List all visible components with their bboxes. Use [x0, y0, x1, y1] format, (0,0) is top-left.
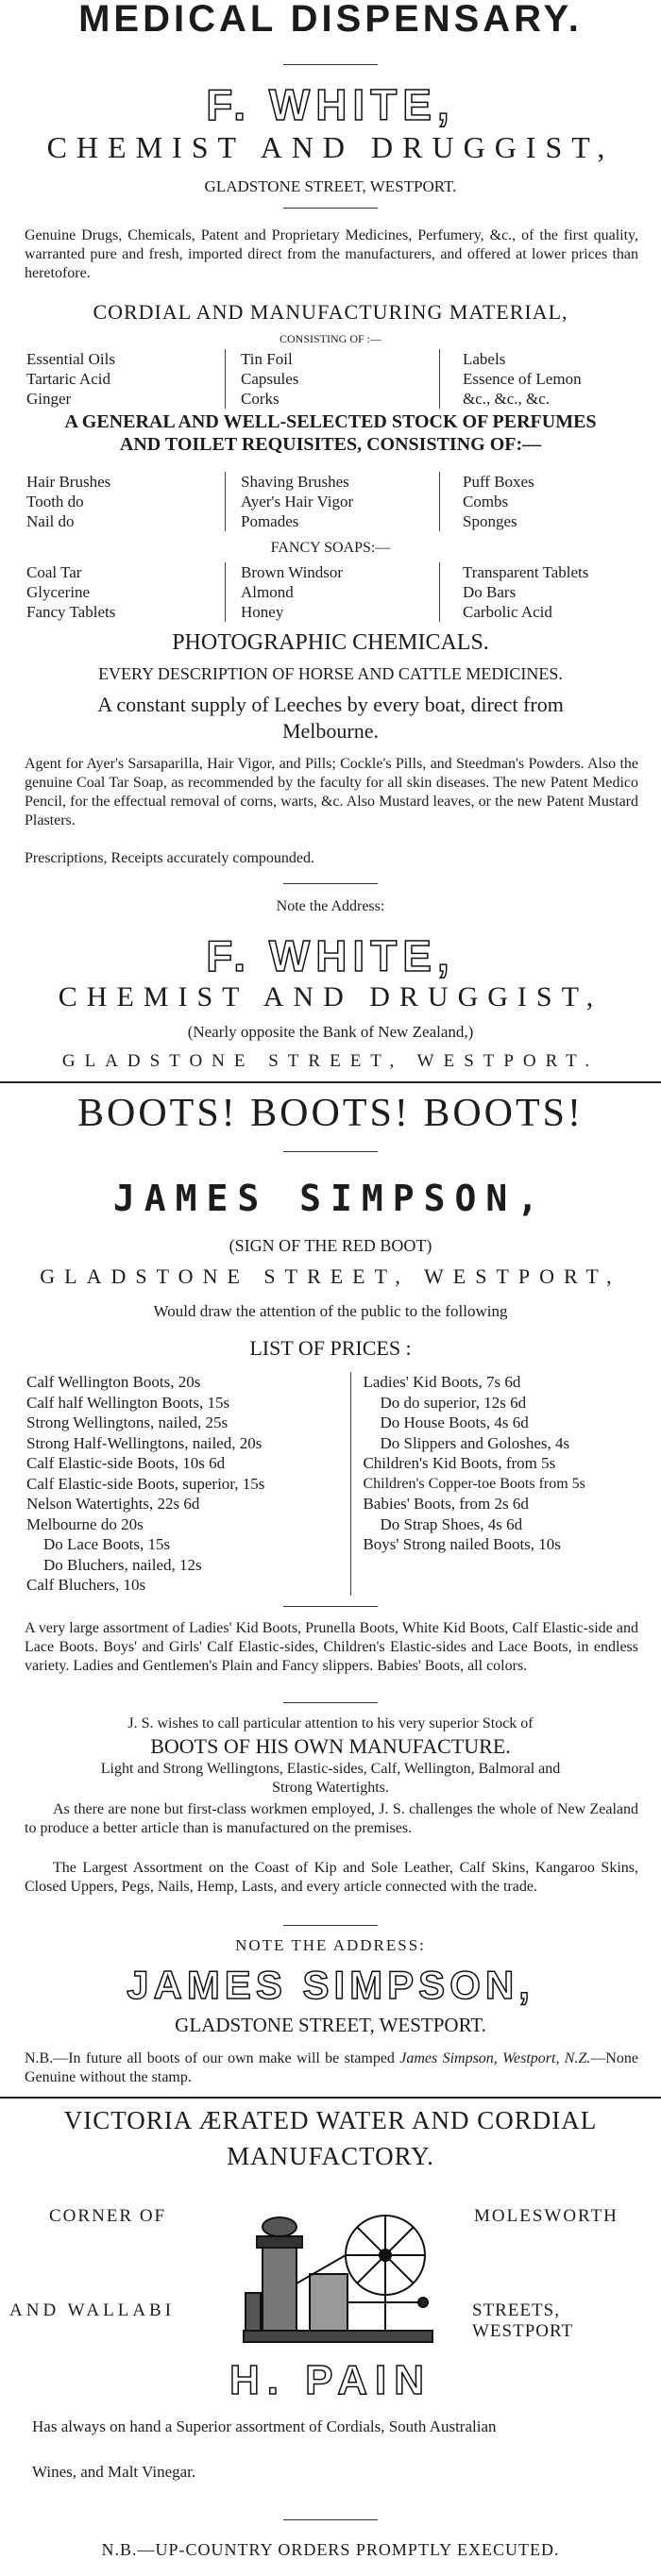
- soap-col-3: Transparent Tablets Do Bars Carbolic Acid: [463, 563, 589, 621]
- simpson-address: GLADSTONE STREET, WESTPORT,: [40, 1264, 621, 1288]
- james-simpson-title: JAMES SIMPSON,: [112, 1178, 549, 1219]
- always-line-2: Wines, and Malt Vinegar.: [32, 2463, 196, 2481]
- price-item: Do Strap Shoes, 4s 6d: [380, 1514, 523, 1533]
- price-list: [26, 1372, 650, 1596]
- price-item: Calf Elastic-side Boots, superior, 15s: [26, 1474, 265, 1493]
- price-item: Calf half Wellington Boots, 15s: [26, 1393, 230, 1412]
- white-intro: Genuine Drugs, Chemicals, Patent and Proprietary Medicines, Perfumery, &c., of the first quality, warranted pure and fresh, imported direct from the manufacturers, and offered at lower prices than heretofore.: [25, 227, 638, 281]
- horse-heading: EVERY DESCRIPTION OF HORSE AND CATTLE MEDICINES.: [98, 664, 563, 683]
- note-address-label: Note the Address:: [276, 898, 385, 914]
- prescriptions-text: Prescriptions, Receipts accurately compounded.: [25, 850, 315, 866]
- divider: [283, 64, 378, 65]
- fancy-soaps-heading: FANCY SOAPS:—: [270, 540, 391, 556]
- white-address-2: GLADSTONE STREET, WESTPORT.: [61, 1051, 600, 1071]
- toilet-col-1: Hair Brushes Tooth do Nail do: [26, 473, 111, 530]
- price-item: Strong Half-Wellingtons, nailed, 20s: [26, 1433, 263, 1452]
- stamp-text: James Simpson, Westport, N.Z.: [399, 2050, 591, 2066]
- price-item: Ladies' Kid Boots, 7s 6d: [363, 1373, 521, 1391]
- price-list-right: [351, 1372, 650, 1596]
- h-pain-title: H. PAIN: [229, 2357, 432, 2403]
- perfume-heading-2: AND TOILET REQUISITES, CONSISTING OF:—: [119, 434, 542, 455]
- james-simpson-title-2: JAMES SIMPSON,: [127, 1963, 534, 2007]
- soap-col-1: Coal Tar Glycerine Fancy Tablets: [26, 563, 116, 621]
- streets-westport-label: STREETS, WESTPORT: [472, 2300, 574, 2341]
- soap-col-2: Brown Windsor Almond Honey: [225, 562, 440, 622]
- price-item: Do House Boots, 4s 6d: [380, 1413, 529, 1431]
- chemist-druggist-subtitle: CHEMIST AND DRUGGIST,: [46, 130, 615, 164]
- price-item: Do Bluchers, nailed, 12s: [43, 1555, 202, 1574]
- f-white-title: F. WHITE,: [206, 80, 455, 129]
- corner-of-label: CORNER OF: [49, 2206, 167, 2226]
- agent-text: Agent for Ayer's Sarsaparilla, Hair Vigor, and Pills; Cockle's Pills, and Steedman's Powders. Also the genuine Coal Tar Soap, as recommended by the faculty for all skin diseases. The new Patent Medico Pencil, for the effectual removal of corns, warts, &c. Also Mustard leaves, or the new Patent Mustard Plasters.: [25, 756, 638, 828]
- divider: [283, 208, 378, 209]
- consisting-of-label: CONSISTING OF :—: [279, 332, 381, 345]
- price-item: Children's Kid Boots, from 5s: [363, 1454, 556, 1472]
- divider: [283, 1925, 378, 1926]
- toilet-col-3: Puff Boxes Combs Sponges: [463, 473, 534, 530]
- white-address: GLADSTONE STREET, WESTPORT.: [204, 177, 457, 195]
- price-item: Calf Elastic-side Boots, 10s 6d: [26, 1454, 226, 1472]
- perfume-heading-1: A GENERAL AND WELL-SELECTED STOCK OF PERFUMES: [64, 411, 597, 432]
- price-item: Melbourne do 20s: [26, 1514, 144, 1533]
- leeches-line-2: Melbourne.: [281, 719, 380, 743]
- attention-line: Would draw the attention of the public to the following: [153, 1302, 508, 1320]
- list-of-prices-heading: LIST OF PRICES :: [249, 1336, 412, 1360]
- victoria-banner-1: VICTORIA ÆRATED WATER AND CORDIAL: [63, 2106, 598, 2134]
- cordial-col-1: Essential Oils Tartaric Acid Ginger: [26, 350, 115, 408]
- price-list-left: [26, 1372, 351, 1596]
- soap-columns: [0, 562, 661, 622]
- light-strong-line-1: Light and Strong Wellingtons, Elastic-sides, Calf, Wellington, Balmoral and: [100, 1761, 561, 1777]
- divider: [283, 1702, 378, 1703]
- toilet-columns: [0, 472, 661, 531]
- price-item: Do Slippers and Goloshes, 4s: [380, 1433, 570, 1452]
- own-manufacture-heading: BOOTS OF HIS OWN MANUFACTURE.: [150, 1734, 511, 1758]
- always-line-1: Has always on hand a Superior assortment of Cordials, South Australian: [32, 2417, 497, 2435]
- nb-stamp-notice: N.B.—In future all boots of our own make will be stamped James Simpson, Westport, N.Z.—None Genuine without the stamp.: [25, 2050, 639, 2085]
- and-wallabi-label: AND WALLABI: [9, 2300, 176, 2320]
- price-item: Calf Bluchers, 10s: [26, 1576, 146, 1594]
- ad-separator: [0, 2097, 661, 2099]
- cordial-heading: CORDIAL AND MANUFACTURING MATERIAL,: [93, 300, 568, 324]
- largest-assortment-text: The Largest Assortment on the Coast of Kip and Sole Leather, Calf Skins, Kangaroo Skins, Closed Uppers, Pegs, Nails, Hemp, Lasts, and every article connected with the trade.: [25, 1860, 638, 1895]
- f-white-title-2: F. WHITE,: [206, 931, 455, 980]
- up-country-notice: N.B.—UP-COUNTRY ORDERS PROMPTLY EXECUTED.: [101, 2540, 560, 2559]
- price-item: Boys' Strong nailed Boots, 10s: [363, 1535, 561, 1553]
- price-item: Do Lace Boots, 15s: [43, 1535, 171, 1553]
- red-boot-sign: (SIGN OF THE RED BOOT): [229, 1236, 432, 1255]
- price-item: Babies' Boots, from 2s 6d: [363, 1495, 529, 1513]
- wishes-line: J. S. wishes to call particular attention to his very superior Stock of: [127, 1715, 534, 1731]
- cordial-col-2: Tin Foil Capsules Corks: [225, 349, 440, 409]
- assortment-text: A very large assortment of Ladies' Kid Boots, Prunella Boots, White Kid Boots, Calf Elastic-side and Lace Boots. Boys' and Girls' Calf Elastic-sides, Children's Elastic-sides and Lace Boots, in endless variety. Ladies and Gentlemen's Plain and Fancy slippers. Babies' Boots, all colors.: [25, 1620, 638, 1674]
- cordial-columns: [0, 349, 661, 409]
- divider: [283, 1606, 378, 1607]
- bottling-machine-icon: [234, 2189, 451, 2350]
- photo-heading: PHOTOGRAPHIC CHEMICALS.: [172, 630, 489, 655]
- divider: [283, 2519, 378, 2520]
- ad-separator: [0, 1081, 661, 1083]
- price-item: Do do superior, 12s 6d: [380, 1393, 527, 1412]
- leeches-line-1: A constant supply of Leeches by every boat, direct from: [97, 693, 564, 716]
- light-strong-line-2: Strong Watertights.: [272, 1780, 389, 1796]
- price-item: Nelson Watertights, 22s 6d: [26, 1495, 200, 1513]
- price-item: Children's Copper-toe Boots from 5s: [363, 1475, 585, 1492]
- toilet-col-2: Shaving Brushes Ayer's Hair Vigor Pomades: [225, 472, 440, 531]
- price-item: Calf Wellington Boots, 20s: [26, 1373, 201, 1391]
- molesworth-label: MOLESWORTH: [474, 2206, 619, 2226]
- opposite-bank: (Nearly opposite the Bank of New Zealand,): [187, 1023, 474, 1041]
- cordial-col-3: Labels Essence of Lemon &c., &c., &c.: [463, 350, 582, 408]
- medical-dispensary-banner: MEDICAL DISPENSARY.: [78, 0, 583, 40]
- divider: [283, 1151, 378, 1152]
- victoria-banner-2: MANUFACTORY.: [227, 2142, 434, 2170]
- divider: [283, 883, 378, 884]
- challenge-text: As there are none but first-class workmen employed, J. S. challenges the whole of New Zealand to produce a better article than is manufactured on the premises.: [25, 1801, 638, 1836]
- note-the-address-label: NOTE THE ADDRESS:: [235, 1936, 426, 1954]
- boots-banner: BOOTS! BOOTS! BOOTS!: [76, 1092, 585, 1135]
- chemist-druggist-subtitle-2: CHEMIST AND DRUGGIST,: [58, 981, 603, 1012]
- simpson-address-2: GLADSTONE STREET, WESTPORT.: [175, 2014, 486, 2036]
- price-item: Strong Wellingtons, nailed, 25s: [26, 1413, 229, 1431]
